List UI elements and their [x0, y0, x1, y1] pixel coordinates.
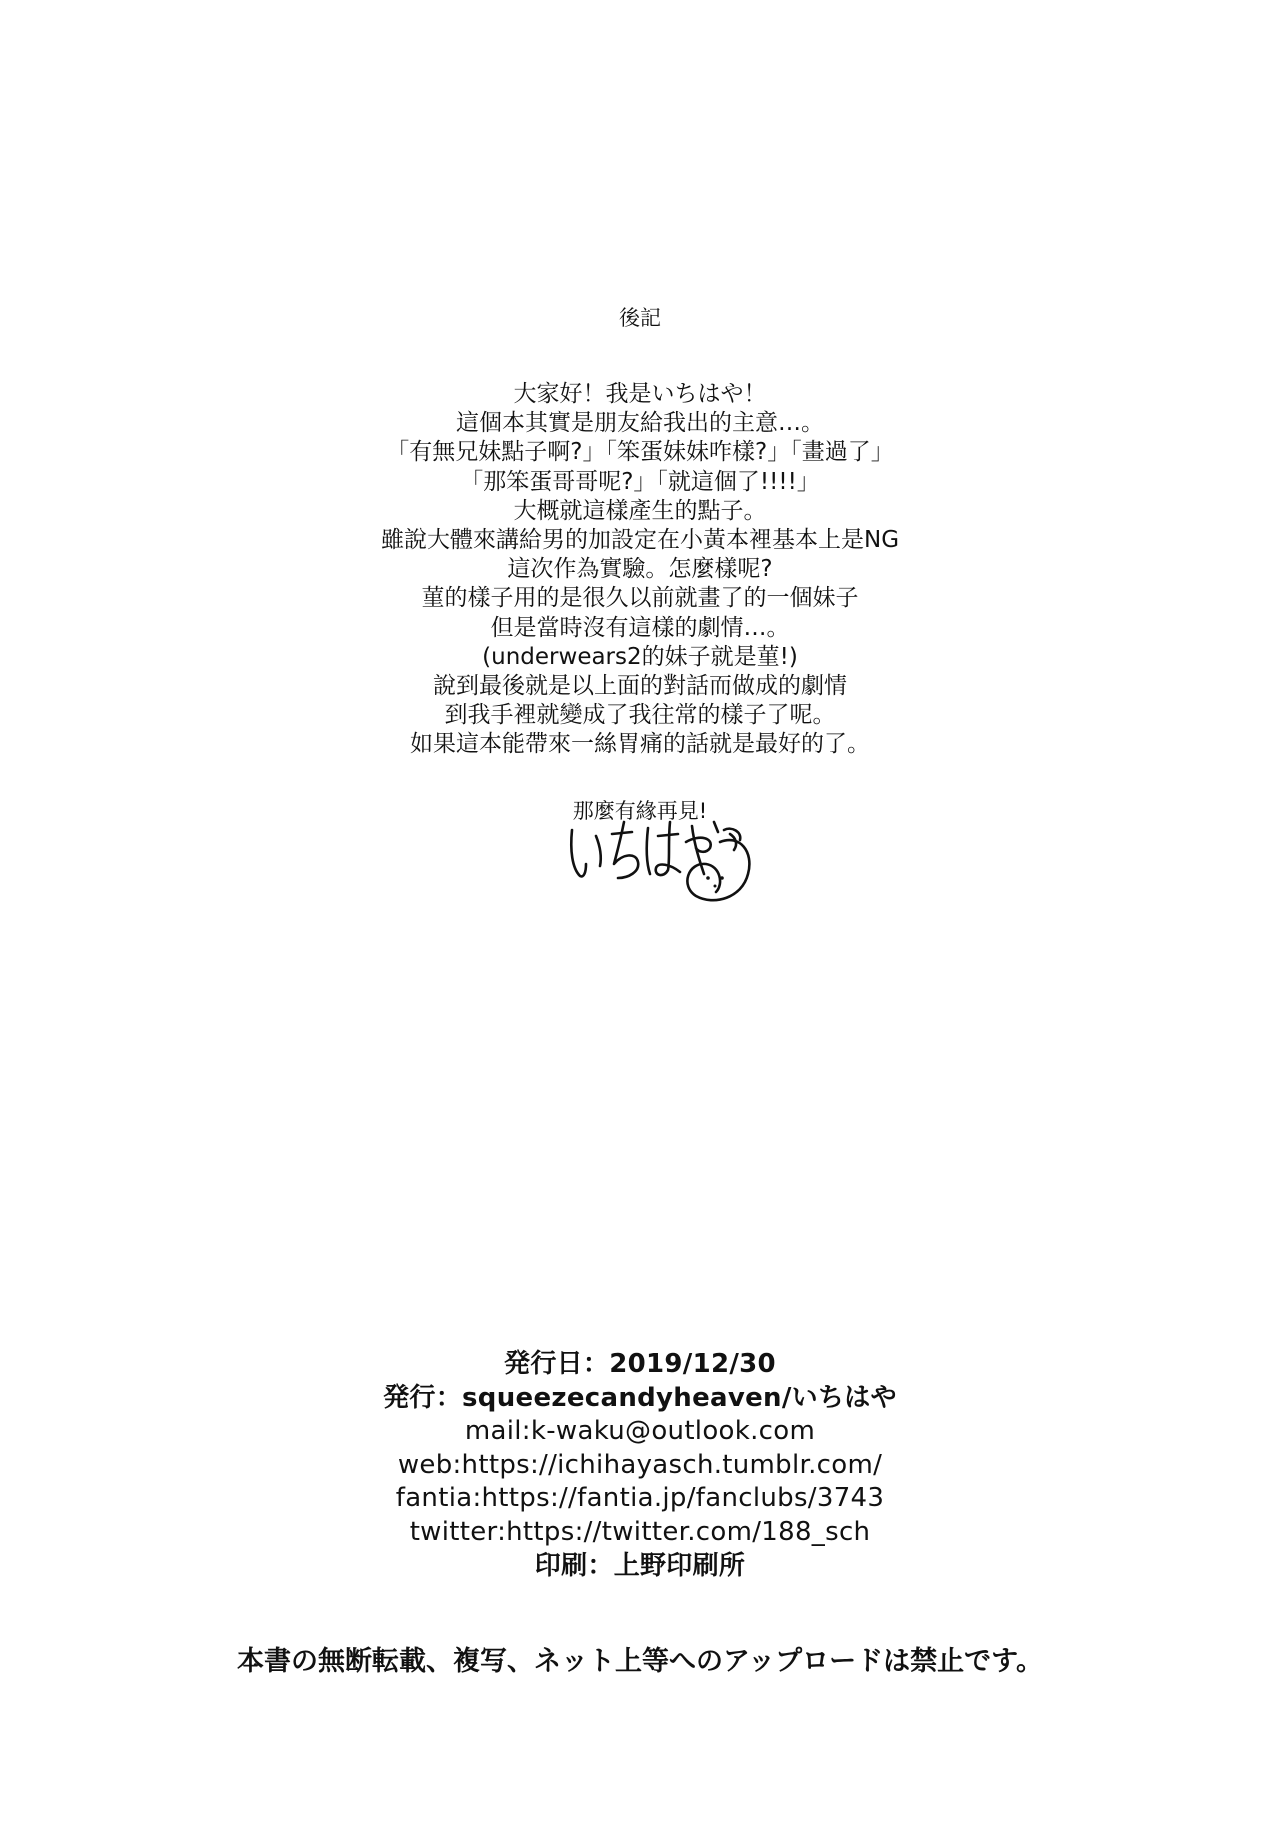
colophon	[0, 1348, 1280, 1583]
afterword-line: 大家好！我是いちはや！	[513, 381, 767, 407]
afterword-line: 這個本其實是朋友給我出的主意…。	[456, 410, 824, 437]
signature-drawing	[564, 812, 764, 932]
afterword-line: 但是當時沒有這樣的劇情…。	[490, 614, 790, 641]
afterword-line: (underwears2的妹子就是菫!)	[482, 643, 798, 670]
afterword-line: 菫的樣子用的是很久以前就畫了的一個妹子	[421, 585, 859, 612]
web-link: web:https://ichihayasch.tumblr.com/	[397, 1449, 883, 1480]
afterword-section	[0, 300, 1280, 826]
afterword-farewell: 那麼有緣再見!	[572, 798, 708, 823]
publisher: 発行：squeezecandyheaven/いちはや	[383, 1382, 897, 1413]
afterword-line: 「那笨蛋哥哥呢?」「就這個了!!!!」	[460, 468, 820, 495]
printer: 印刷：上野印刷所	[534, 1550, 746, 1581]
contact-mail: mail:k-waku@outlook.com	[464, 1416, 816, 1447]
author-signature	[564, 812, 764, 932]
afterword-line: 說到最後就是以上面的對話而做成的劇情	[433, 673, 847, 700]
release-date: 発行日：2019/12/30	[504, 1349, 776, 1379]
afterword-line: 到我手裡就變成了我往常的樣子了呢。	[444, 702, 836, 729]
afterword-line: 如果這本能帶來一絲胃痛的話就是最好的了。	[410, 731, 870, 758]
fantia-link: fantia:https://fantia.jp/fanclubs/3743	[395, 1483, 885, 1514]
copyright-notice: 本書の無断転載、複写、ネット上等へのアップロードは禁止です。	[237, 1646, 1043, 1677]
afterword-line: 這次作為實驗。怎麼樣呢?	[507, 556, 773, 583]
afterword-body	[0, 380, 1280, 760]
twitter-link: twitter:https://twitter.com/188_sch	[409, 1516, 871, 1547]
afterword-title: 後記	[619, 306, 661, 330]
afterword-line: 雖說大體來講給男的加設定在小黃本裡基本上是NG	[380, 527, 900, 554]
afterword-line: 「有無兄妹點子啊?」「笨蛋妹妹咋樣?」「畫過了」	[386, 439, 894, 466]
afterword-line: 大概就這樣產生的點子。	[513, 497, 767, 524]
